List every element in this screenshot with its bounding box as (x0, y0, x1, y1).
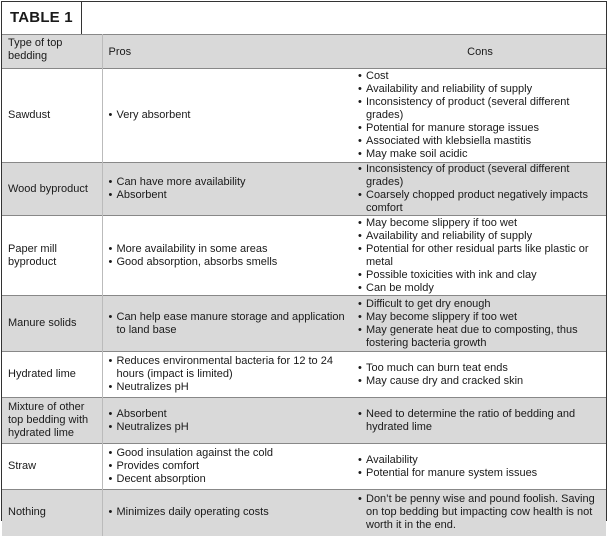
table-row (2, 163, 606, 216)
pro-item: • Neutralizes pH (109, 421, 349, 434)
con-item: • May cause dry and cracked skin (358, 375, 600, 388)
pros-list (109, 243, 349, 269)
pro-item: • Can have more availability (109, 176, 349, 189)
con-item: • Cost (358, 70, 600, 83)
pro-item: • Minimizes daily operating costs (109, 506, 349, 519)
header-pros: Pros (102, 35, 354, 69)
con-item: • May become slippery if too wet (358, 311, 600, 324)
table-body (2, 69, 606, 536)
con-item: • May make soil acidic (358, 148, 600, 161)
bedding-type: Nothing (2, 490, 102, 536)
pros-list (109, 176, 349, 202)
bedding-type: Hydrated lime (2, 352, 102, 398)
pros-cell (102, 69, 354, 163)
con-item: • May become slippery if too wet (358, 217, 600, 230)
cons-cell (354, 398, 606, 444)
bedding-type: Sawdust (2, 69, 102, 163)
pros-list (109, 109, 349, 122)
cons-cell (354, 444, 606, 490)
table-row (2, 444, 606, 490)
pro-item: • Neutralizes pH (109, 381, 349, 394)
title-bar (2, 2, 606, 35)
bedding-type: Manure solids (2, 296, 102, 352)
cons-cell (354, 163, 606, 216)
pro-item: • Decent absorption (109, 473, 349, 486)
con-item: • Potential for manure storage issues (358, 122, 600, 135)
bedding-type: Paper mill byproduct (2, 216, 102, 296)
cons-cell (354, 69, 606, 163)
cons-cell (354, 490, 606, 536)
con-item: • Difficult to get dry enough (358, 298, 600, 311)
pro-item: • Can help ease manure storage and application to land base (109, 311, 349, 337)
cons-list (358, 454, 600, 480)
pros-cell (102, 444, 354, 490)
con-item: • Can be moldy (358, 282, 600, 295)
header-cons: Cons (354, 35, 606, 69)
cons-cell (354, 352, 606, 398)
pro-item: • Very absorbent (109, 109, 349, 122)
cons-list (358, 362, 600, 388)
header-row (2, 35, 606, 69)
pro-item: • Absorbent (109, 408, 349, 421)
table-row (2, 216, 606, 296)
con-item: • Need to determine the ratio of bedding and hydrated lime (358, 408, 600, 434)
bedding-type: Mixture of other top bedding with hydrated lime (2, 398, 102, 444)
table-row (2, 352, 606, 398)
con-item: • Too much can burn teat ends (358, 362, 600, 375)
pro-item: • Absorbent (109, 189, 349, 202)
pros-list (109, 447, 349, 486)
pros-cell (102, 216, 354, 296)
pros-cell (102, 398, 354, 444)
con-item: • Availability (358, 454, 600, 467)
pros-cell (102, 352, 354, 398)
pro-item: • More availability in some areas (109, 243, 349, 256)
con-item: • Inconsistency of product (several different grades) (358, 96, 600, 122)
pros-cell (102, 490, 354, 536)
pro-item: • Good absorption, absorbs smells (109, 256, 349, 269)
con-item: • Coarsely chopped product negatively impacts comfort (358, 189, 600, 215)
pro-item: • Reduces environmental bacteria for 12 to 24 hours (impact is limited) (109, 355, 349, 381)
table-row (2, 69, 606, 163)
cons-list (358, 493, 600, 532)
cons-list (358, 163, 600, 215)
pros-list (109, 506, 349, 519)
con-item: • Inconsistency of product (several different grades) (358, 163, 600, 189)
table-frame (1, 1, 607, 532)
con-item: • Availability and reliability of supply (358, 83, 600, 96)
cons-list (358, 408, 600, 434)
table-row (2, 398, 606, 444)
con-item: • Possible toxicities with ink and clay (358, 269, 600, 282)
con-item: • May generate heat due to composting, thus fostering bacteria growth (358, 324, 600, 350)
bedding-table (2, 34, 606, 536)
pro-item: • Good insulation against the cold (109, 447, 349, 460)
table-row (2, 296, 606, 352)
pros-list (109, 355, 349, 394)
cons-list (358, 217, 600, 295)
table-row (2, 490, 606, 536)
cons-list (358, 298, 600, 350)
pros-list (109, 408, 349, 434)
header-type: Type of top bedding (2, 35, 102, 69)
cons-list (358, 70, 600, 161)
con-item: • Associated with klebsiella mastitis (358, 135, 600, 148)
con-item: • Potential for other residual parts like plastic or metal (358, 243, 600, 269)
bedding-type: Wood byproduct (2, 163, 102, 216)
con-item: • Don’t be penny wise and pound foolish. Saving on top bedding but impacting cow health is not worth it in the end. (358, 493, 600, 532)
cons-cell (354, 216, 606, 296)
bedding-type: Straw (2, 444, 102, 490)
pros-cell (102, 296, 354, 352)
cons-cell (354, 296, 606, 352)
pros-list (109, 311, 349, 337)
con-item: • Potential for manure system issues (358, 467, 600, 480)
pros-cell (102, 163, 354, 216)
table-title: TABLE 1 (2, 2, 82, 34)
pro-item: • Provides comfort (109, 460, 349, 473)
con-item: • Availability and reliability of supply (358, 230, 600, 243)
